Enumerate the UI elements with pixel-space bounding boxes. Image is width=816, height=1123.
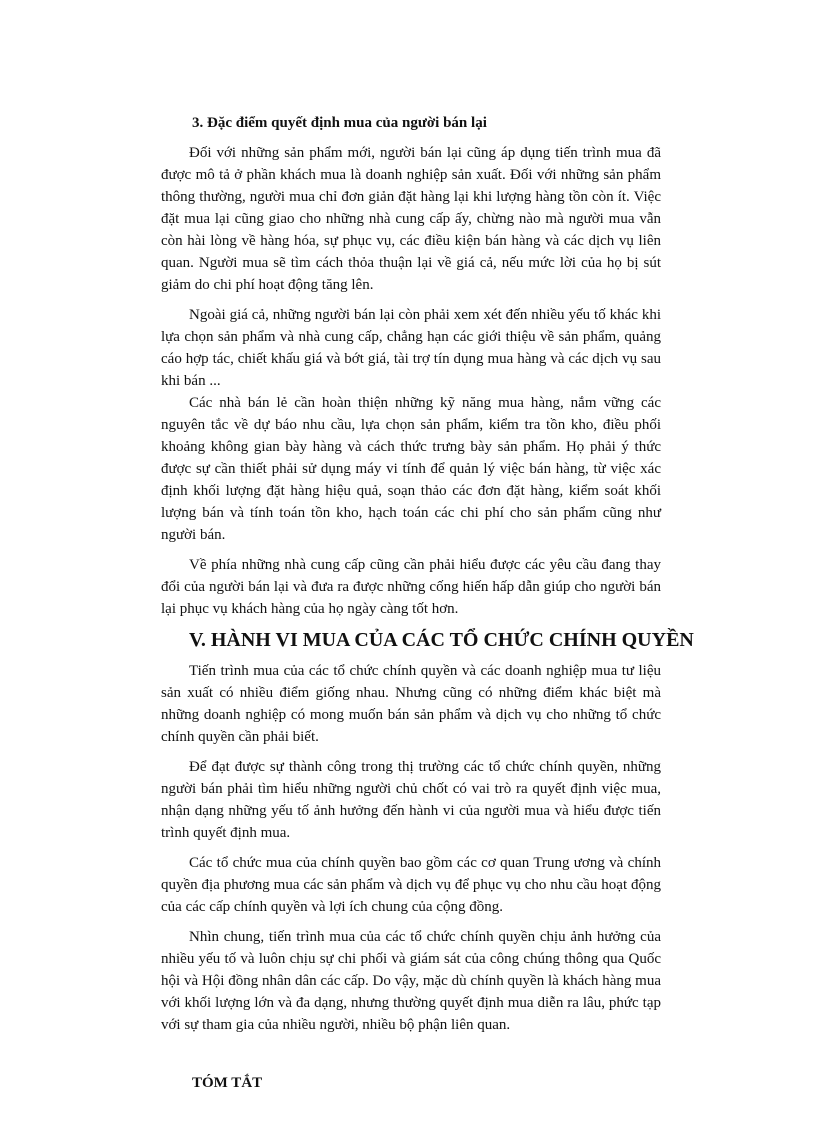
subheading-reseller-decision: 3. Đặc điểm quyết định mua của người bán lại — [192, 115, 487, 131]
summary-heading: TÓM TẮT — [192, 1075, 263, 1091]
paragraph: Ngoài giá cả, những người bán lại còn phải xem xét đến nhiều yếu tố khác khi lựa chọn sản phẩm và nhà cung cấp, chẳng hạn các giới thiệu về sản phẩm, quảng cáo hợp tác, chiết khấu giá và bớt giá, tài trợ tín dụng mua hàng và các dịch vụ sau khi bán ... — [161, 307, 661, 389]
section-heading-government: V. HÀNH VI MUA CỦA CÁC TỔ CHỨC CHÍNH QUYỀN — [189, 629, 694, 651]
paragraph: Tiến trình mua của các tổ chức chính quyền và các doanh nghiệp mua tư liệu sản xuất có nhiều điểm giống nhau. Nhưng cũng có những điểm khác biệt mà những doanh nghiệp có mong muốn bán sản phẩm và dịch vụ cho những tổ chức chính quyền cần phải biết. — [161, 663, 661, 745]
paragraph: Nhìn chung, tiến trình mua của các tổ chức chính quyền chịu ảnh hưởng của nhiều yếu tố và luôn chịu sự chi phối và giám sát của công chúng thông qua Quốc hội và Hội đồng nhân dân các cấp. Do vậy, mặc dù chính quyền là khách hàng mua với khối lượng lớn và đa dạng, nhưng thường quyết định mua diễn ra lâu, phức tạp với sự tham gia của nhiều người, nhiều bộ phận liên quan. — [161, 929, 661, 1033]
paragraph: Các nhà bán lẻ cần hoàn thiện những kỹ năng mua hàng, nắm vững các nguyên tắc về dự báo nhu cầu, lựa chọn sản phẩm, kiểm tra tồn kho, điều phối khoảng không gian bày hàng và cách thức trưng bày sản phẩm. Họ phải ý thức được sự cần thiết phải sử dụng máy vi tính để quản lý việc bán hàng, từ việc xác định khối lượng đặt hàng hiệu quả, soạn thảo các đơn đặt hàng, kiểm soát khối lượng bán và tính toán tồn kho, hạch toán các chi phí cho sản phẩm cũng như người bán. — [161, 395, 661, 543]
paragraph: Các tổ chức mua của chính quyền bao gồm các cơ quan Trung ương và chính quyền địa phương mua các sản phẩm và dịch vụ để phục vụ cho nhu cầu hoạt động của các cấp chính quyền và lợi ích chung của cộng đồng. — [161, 855, 661, 915]
document-page — [161, 112, 694, 1094]
paragraph: Về phía những nhà cung cấp cũng cần phải hiểu được các yêu cầu đang thay đổi của người bán lại và đưa ra được những cống hiến hấp dẫn giúp cho người bán lại phục vụ khách hàng của họ ngày càng tốt hơn. — [161, 557, 661, 617]
paragraph: Đối với những sản phẩm mới, người bán lại cũng áp dụng tiến trình mua đã được mô tả ở phần khách mua là doanh nghiệp sản xuất. Đối với những sản phẩm thông thường, người mua chỉ đơn giản đặt hàng lại khi lượng hàng tồn còn ít. Việc đặt mua lại cũng giao cho những nhà cung cấp ấy, chừng nào mà người mua vẫn còn hài lòng về hàng hóa, sự phục vụ, các điều kiện bán hàng và các dịch vụ liên quan. Người mua sẽ tìm cách thỏa thuận lại về giá cả, nếu mức lời của họ bị sút giảm do chi phí hoạt động tăng lên. — [161, 145, 661, 293]
paragraph: Để đạt được sự thành công trong thị trường các tổ chức chính quyền, những người bán phải tìm hiểu những người chủ chốt có vai trò ra quyết định việc mua, nhận dạng những yếu tố ảnh hưởng đến hành vi của người mua và hiểu được tiến trình quyết định mua. — [161, 759, 661, 841]
